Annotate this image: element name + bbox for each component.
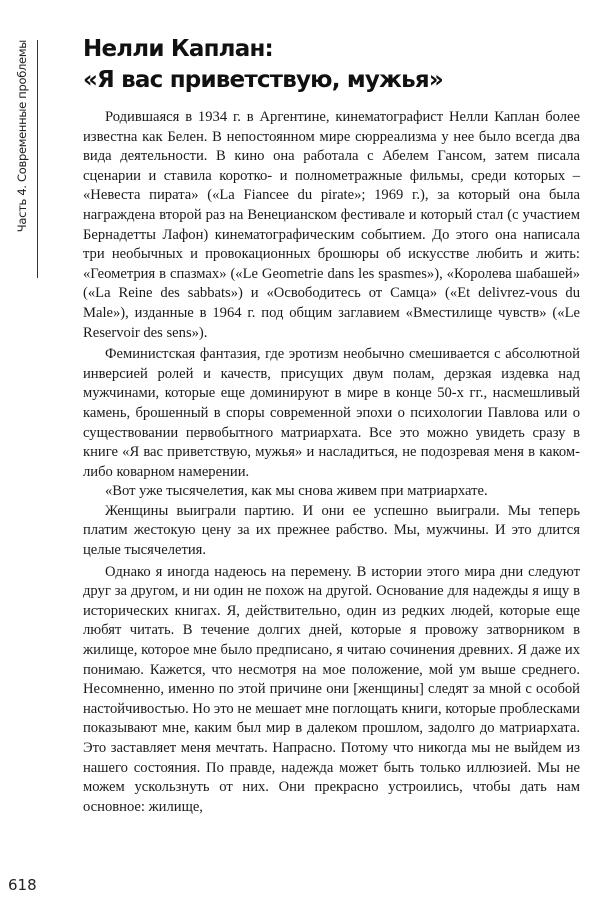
paragraph-4: Женщины выиграли партию. И они ее успешно выиграли. Мы теперь платим жестокую цену за их прежнее рабство. Мы, мужчины. И это длится целые тысячелетия. [83, 502, 580, 559]
running-head [12, 40, 32, 270]
paragraph-5: Однако я иногда надеюсь на перемену. В истории этого мира дни следуют друг за другом, и ни один не похож на другой. Основание для надежды я ищу в исторических книгах. Я, действительно, один из редких людей, которые еще любят читать. В течение долгих дней, которые я провожу затворником в жилище, которое мне было предписано, я читаю сочинения древних. Я даже их понимаю. Кажется, что несмотря на мое положение, мой ум выше среднего. Несомненно, именно по этой причине они [женщины] следят за мной с особой настойчивостью. Но это не мешает мне поглощать книги, которые проблесками показывают мне, каким был мир в далеком прошлом, задолго до матриархата. Это заставляет меня мечтать. Напрасно. Потому что никогда мы не выйдем из нашего состояния. По правде, надежда может быть только иллюзией. Мы не можем ускользнуть от них. Они прекрасно устроились, чтобы дать нам основное: жилище, [83, 563, 580, 815]
paragraph-2: Феминистская фантазия, где эротизм необычно смешивается с абсолютной инверсией ролей и качеств, присущих двум полам, дерзкая издевка над мужчинами, которые еще доминируют в мире в конце 50-х гг., насмешливый камень, брошенный в споры современной эпохи о психологии Павлова или о существовании первобытного матриархата. Все это можно увидеть сразу в книге «Я вас приветствую, мужья» и насладиться, не подозревая меня в каком-либо коварном намерении. [83, 346, 580, 480]
chapter-title-line-1: Нелли Каплан: [83, 36, 273, 62]
chapter-title [83, 34, 583, 96]
running-head-rule [37, 40, 38, 278]
body-text [83, 108, 580, 817]
paragraph-1: Родившаяся в 1934 г. в Аргентине, кинематографист Нелли Каплан более известна как Белен. В непостоянном мире сюрреализма у нее было всегда два вида деятельности. В кино она работала с Абелем Гансом, затем писала сценарии и ставила коротко- и полнометражные фильмы, среди которых – «Невеста пирата» («La Fiancee du pirate»; 1969 г.), за который она была награждена второй раз на Венецианском фестивале и который стал (с участием Бернадетты Лафон) кинематографическим событием. До этого она написала три необычных и провокационных брошюры об искусстве любить и жить: «Геометрия в спазмах» («Le Geometrie dans les spasmes»), «Королева шабашей» («La Reine des sabbats») и «Освободитесь от Самца» («Et delivrez-vous du Male»), изданные в 1964 г. под общим заглавием «Вместилище чувств» («Le Reservoir des sens»). [83, 109, 580, 341]
page-number: 618 [8, 876, 37, 894]
chapter-title-line-2: «Я вас приветствую, мужья» [83, 67, 443, 93]
paragraph-3: «Вот уже тысячелетия, как мы снова живем при матриархате. [105, 483, 488, 500]
running-head-text: Часть 4. Современные проблемы [15, 40, 29, 233]
